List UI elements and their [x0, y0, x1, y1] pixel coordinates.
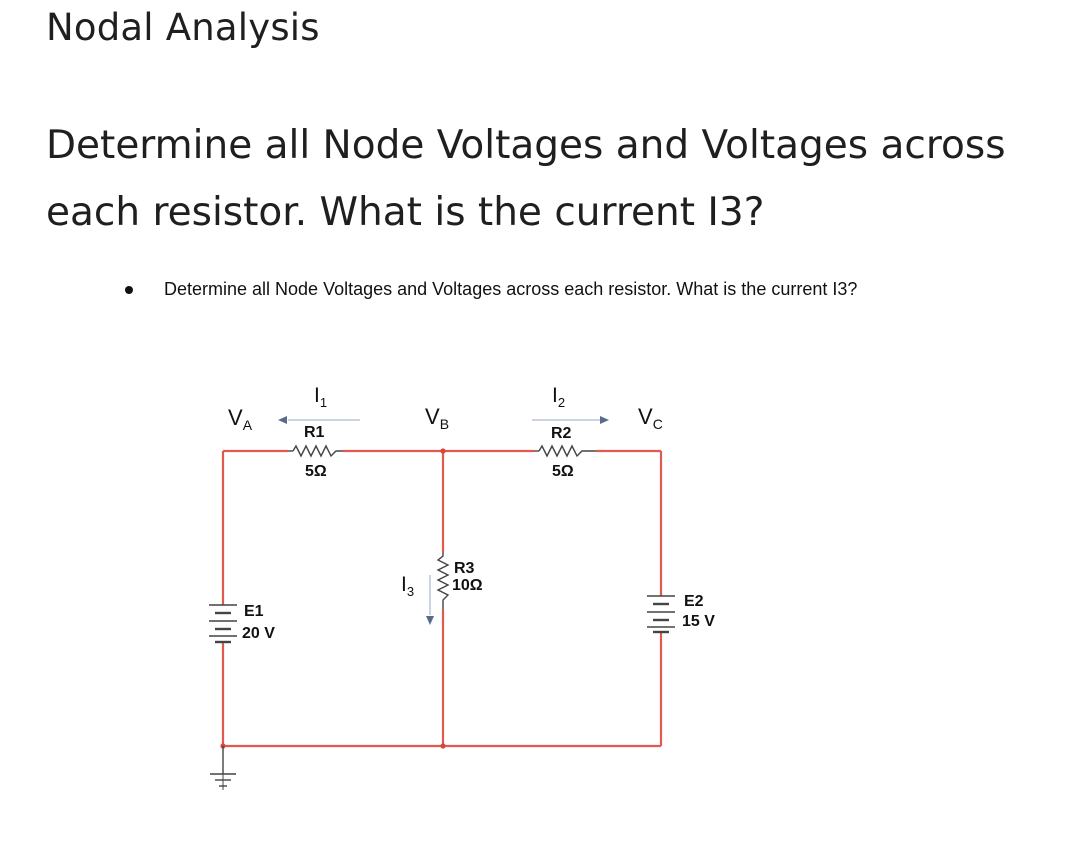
- node-dot-b-top: [440, 448, 445, 453]
- current-label-i1: $I_1$: [314, 384, 328, 410]
- e1-name: E1: [244, 603, 264, 620]
- current-arrow-i3: [426, 575, 434, 625]
- e2-name: E2: [684, 593, 704, 610]
- r1-value: 5Ω: [305, 463, 327, 480]
- bullet-text: Determine all Node Voltages and Voltages across each resistor. What is the current I3?: [164, 279, 858, 299]
- node-label-vc: $V_C$: [638, 404, 663, 432]
- r1-name: R1: [304, 424, 325, 441]
- current-label-i3: $I_3$: [401, 573, 415, 599]
- e2-value: 15 V: [682, 613, 715, 630]
- r3-name: R3: [454, 560, 475, 577]
- node-label-va: $V_A$: [228, 405, 253, 433]
- battery-e1: [209, 605, 237, 642]
- resistor-r2: [534, 446, 596, 456]
- current-arrow-i2: [532, 416, 609, 424]
- node-label-vb: $V_B$: [425, 404, 450, 432]
- current-arrow-i1: [278, 416, 360, 424]
- node-dot-bottom-mid: [440, 743, 445, 748]
- r2-name: R2: [551, 425, 572, 442]
- current-label-i2: $I_2$: [552, 384, 566, 410]
- wires: [223, 451, 661, 746]
- e1-value: 20 V: [242, 625, 275, 642]
- resistor-r3: [438, 552, 448, 610]
- r2-value: 5Ω: [552, 463, 574, 480]
- question-text: Determine all Node Voltages and Voltages across each resistor. What is the current I3?: [46, 123, 1006, 235]
- page-title: Nodal Analysis: [46, 6, 320, 49]
- r3-value: 10Ω: [452, 577, 483, 594]
- battery-e2: [647, 596, 675, 632]
- ground-icon: [210, 746, 236, 790]
- resistor-r1: [288, 446, 343, 456]
